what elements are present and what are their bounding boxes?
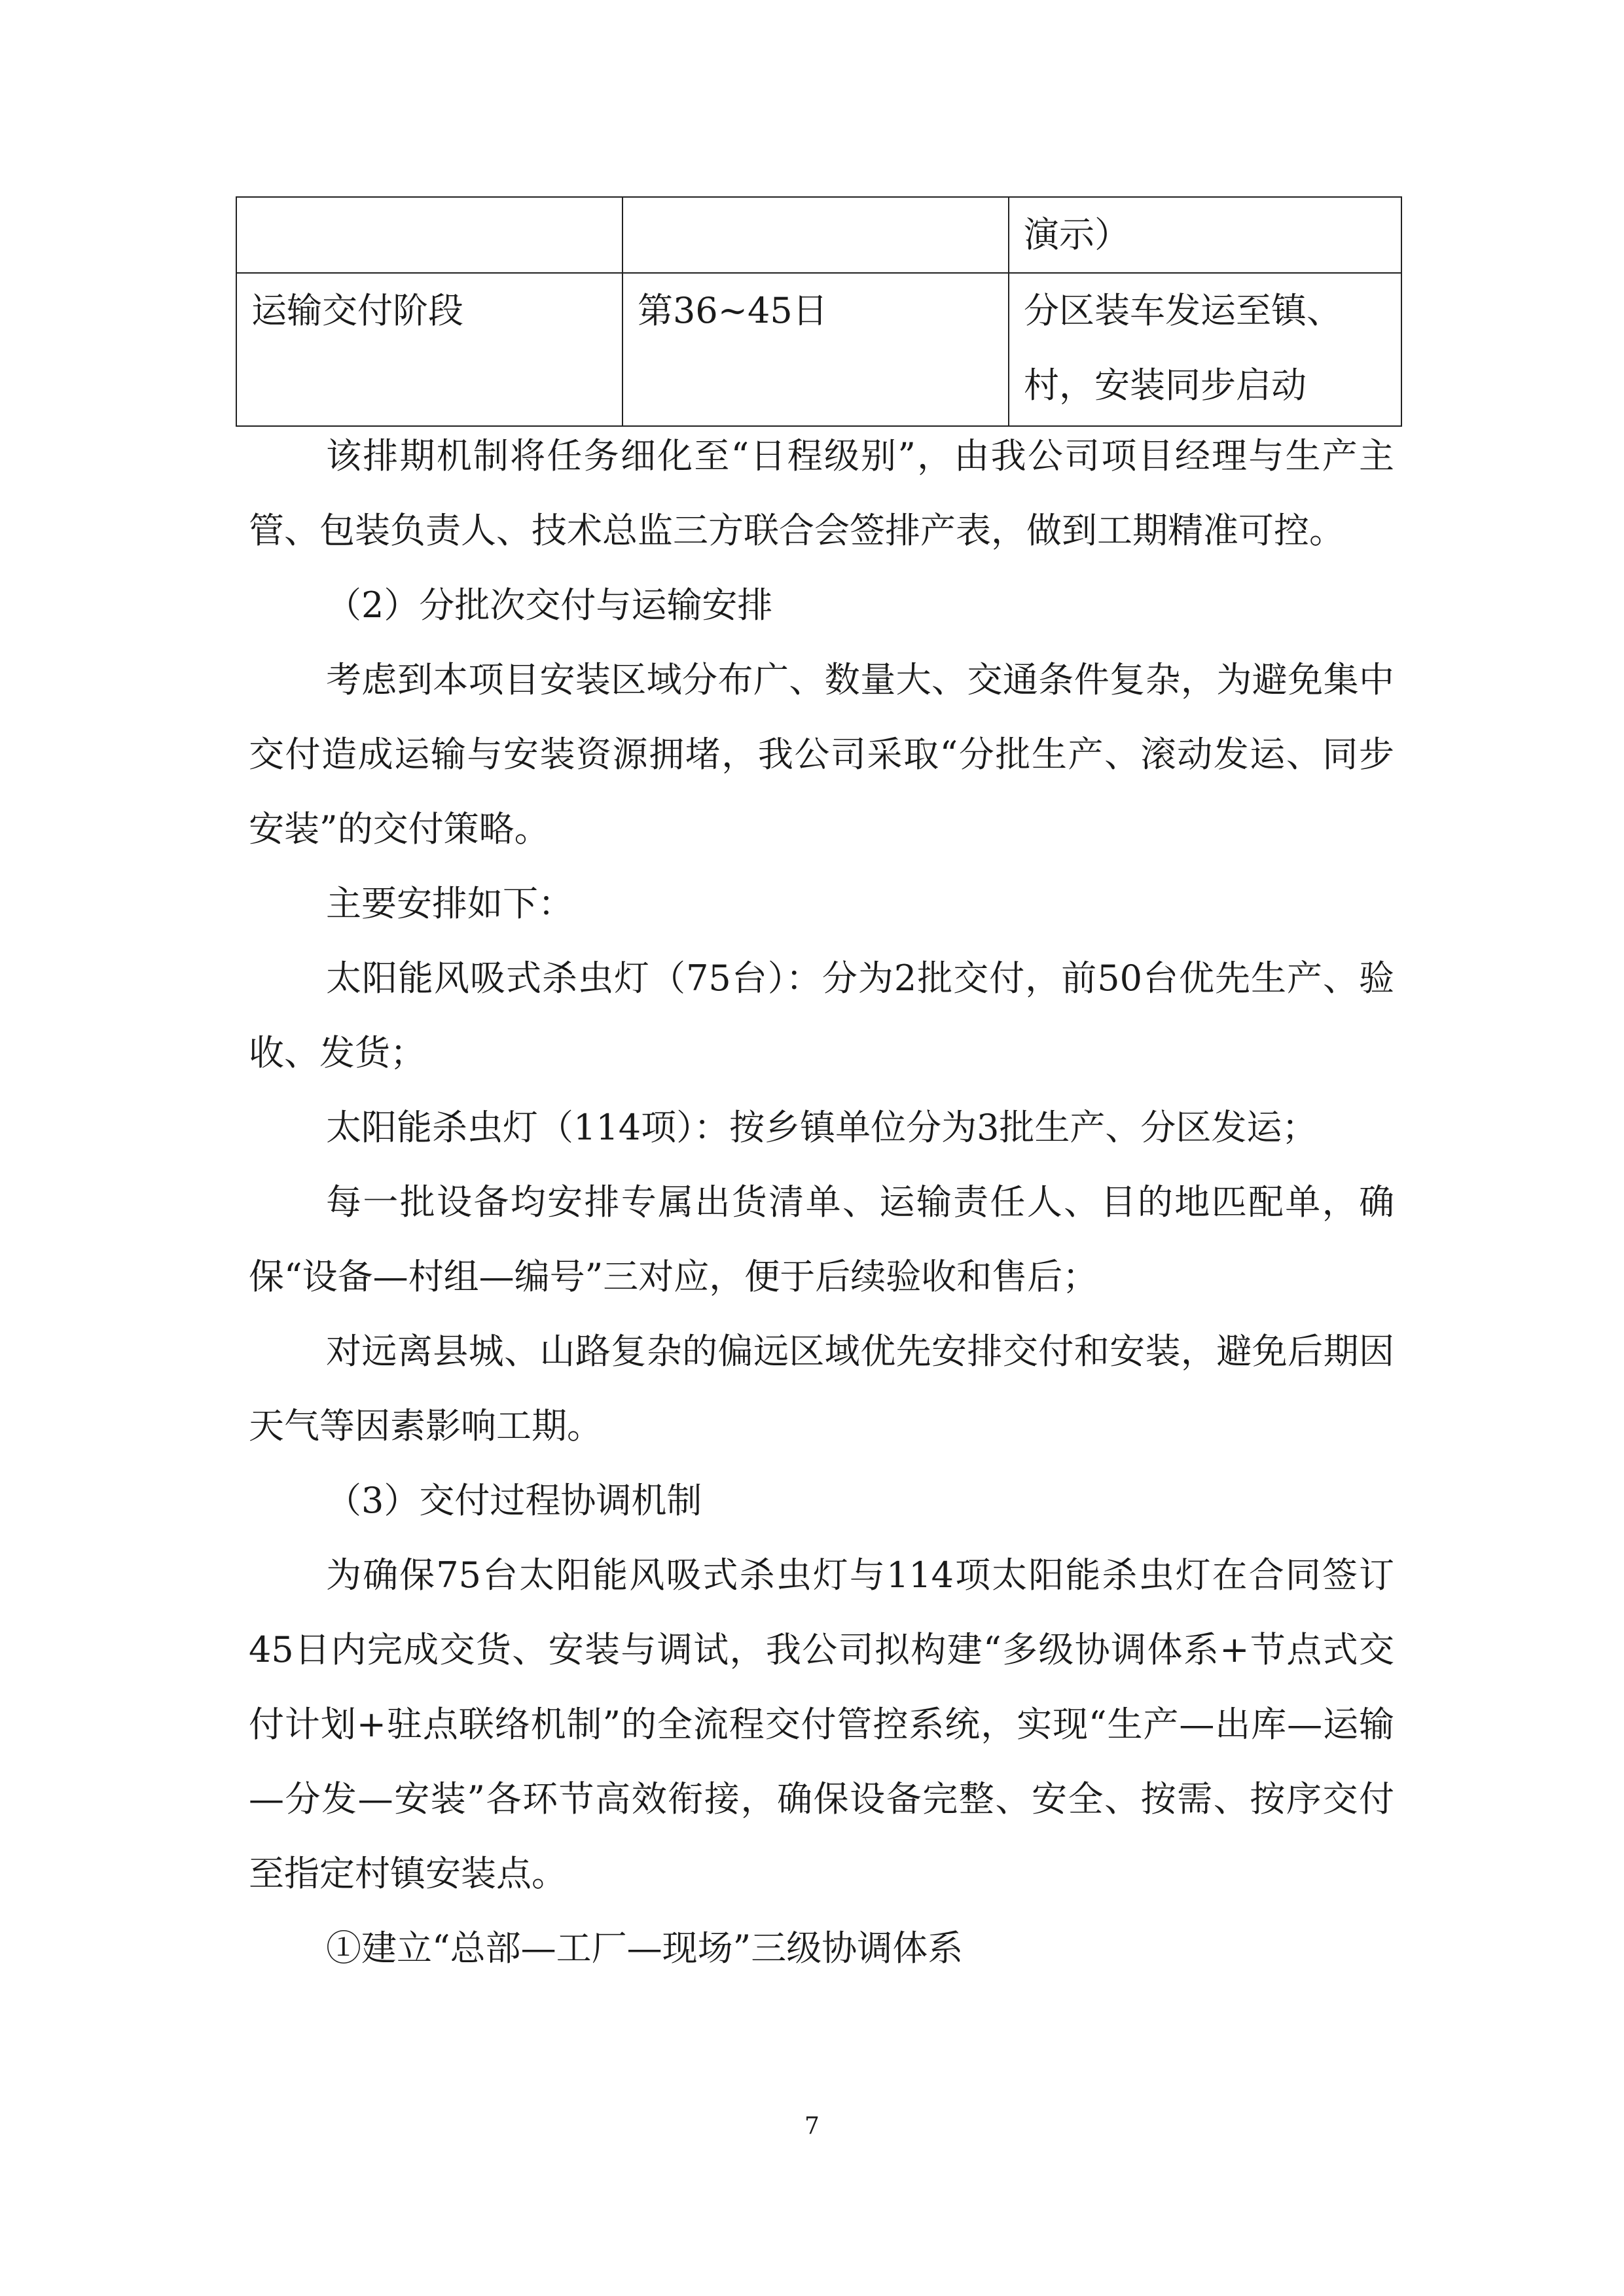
section-heading: （2）分批次交付与运输安排 [326,584,773,626]
table-cell: 运输交付阶段 [236,273,623,426]
table-cell: 演示） [1009,197,1401,273]
table-cell: 分区装车发运至镇、村，安装同步启动 [1009,273,1401,426]
paragraph: 主要安排如下： [326,883,573,924]
table-cell: 第36~45日 [623,273,1009,426]
schedule-table [236,196,1402,427]
paragraph: 对远离县城、山路复杂的偏远区域优先安排交付和安装，避免后期因天气等因素影响工期。 [249,1331,1394,1446]
paragraph: 为确保75台太阳能风吸式杀虫灯与114项太阳能杀虫灯在合同签订45日内完成交货、安装与调试，我公司拟构建“多级协调体系+节点式交付计划+驻点联络机制”的全流程交付管控系统，实现“生产—出库—运输—分发—安装”各环节高效衔接，确保设备完整、安全、按需、按序交付至指定村镇安装点。 [249,1554,1394,1894]
table-cell [236,197,623,273]
table-cell [623,197,1009,273]
page-number: 7 [804,2113,820,2140]
paragraph: 该排期机制将任务细化至“日程级别”，由我公司项目经理与生产主管、包装负责人、技术总监三方联合会签排产表，做到工期精准可控。 [249,435,1394,551]
sub-heading: ①建立“总部—工厂—现场”三级协调体系 [326,1928,964,1969]
paragraph: 太阳能风吸式杀虫灯（75台）：分为2批交付，前50台优先生产、验收、发货； [249,958,1394,1073]
paragraph: 太阳能杀虫灯（114项）：按乡镇单位分为3批生产、分区发运； [326,1107,1318,1148]
body-text [249,419,1394,1986]
table-row [236,197,1401,273]
paragraph: 每一批设备均安排专属出货清单、运输责任人、目的地匹配单，确保“设备—村组—编号”三对应，便于后续验收和售后； [249,1181,1394,1297]
paragraph: 考虑到本项目安装区域分布广、数量大、交通条件复杂，为避免集中交付造成运输与安装资源拥堵，我公司采取“分批生产、滚动发运、同步安装”的交付策略。 [249,659,1394,850]
section-heading: （3）交付过程协调机制 [326,1480,702,1521]
table-row [236,273,1401,426]
